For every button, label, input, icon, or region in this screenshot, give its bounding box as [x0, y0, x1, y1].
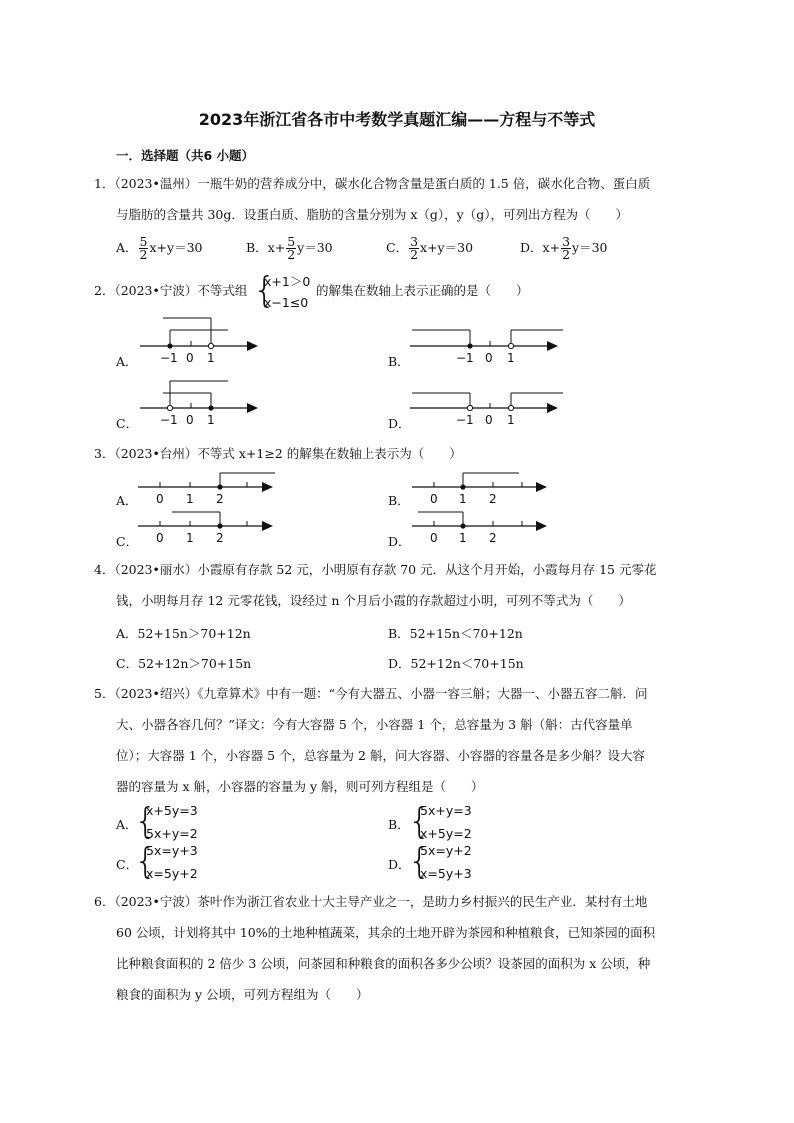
q1-option-d-head: x+ [542, 240, 561, 255]
page-title: 2023年浙江省各市中考数学真题汇编——方程与不等式 [198, 110, 596, 129]
left-brace-icon: { [134, 841, 157, 882]
q6-stem-line2: 60 公顷，计划将其中 10%的土地种植蔬菜，其余的土地开辟为茶园和种植粮食，已知茶园的面积 [116, 925, 656, 940]
q3-d-tick-0: 0 [430, 531, 438, 545]
q4-option-a[interactable]: A．52+15n＞70+12n [116, 626, 251, 641]
q2-system-row1: x+1＞0 [264, 274, 311, 289]
q3-option-a-label[interactable]: A． [116, 493, 138, 508]
q1-option-d-text: y＝30 [572, 240, 608, 255]
q6-stem-line3: 比种粮食面积的 2 倍少 3 公顷，问茶园和种粮食的面积各多少公顷？设茶园的面积为 x 公顷，种 [116, 956, 651, 971]
q2-system-row2: x−1≤0 [264, 295, 309, 310]
q2-d-tick-1: 1 [507, 413, 515, 427]
q2-a-tick-0: 0 [186, 351, 194, 365]
q5-stem-line1: 5．（2023•绍兴）《九章算术》中有一题：“今有大器五、小器一容三斛；大器一、小器五容二斛．问 [94, 686, 648, 701]
q1-option-b-head: x+ [267, 240, 286, 255]
q3-b-tick-1: 1 [459, 492, 467, 506]
q4-stem-line2: 钱，小明每月存 12 元零花钱，设经过 n 个月后小霞的存款超过小明，可列不等式为（ ） [116, 593, 631, 608]
q4-option-c[interactable]: C．52+12n＞70+15n [116, 656, 252, 671]
q2-option-b-figure[interactable] [410, 330, 563, 365]
q5-stem-line3: 位）；大容器 1 个，小容器 5 个，总容量为 2 斛，问大容器、小容器的容量各是多少斛？设大容 [116, 748, 645, 763]
q1-option-b-text: y＝30 [297, 240, 333, 255]
q5-a-row2: 5x+y=2 [146, 826, 198, 841]
q1-option-c-text: x+y＝30 [420, 240, 474, 255]
q2-c-tick-m1: −1 [160, 413, 178, 427]
q2-option-a-label[interactable]: A． [116, 354, 138, 369]
q2-c-tick-1: 1 [207, 413, 215, 427]
q3-d-tick-1: 1 [459, 531, 467, 545]
section-heading: 一．选择题（共6 小题） [116, 148, 255, 163]
q1-stem-line2: 与脂肪的含量共 30g．设蛋白质、脂肪的含量分别为 x（g），y（g），可列出方程为（ ） [116, 207, 628, 222]
q5-option-a-label[interactable]: A． [116, 817, 138, 832]
q2-b-tick-m1: −1 [456, 351, 474, 365]
q5-option-a-system[interactable] [134, 801, 214, 845]
q3-a-tick-0: 0 [156, 492, 164, 506]
q2-stem-post: 的解集在数轴上表示正确的是（ ） [316, 283, 529, 298]
q3-b-tick-2: 2 [489, 492, 497, 506]
q5-option-c-system[interactable] [134, 841, 214, 885]
q2-c-tick-0: 0 [186, 413, 194, 427]
q1-option-d-label: D． [520, 240, 543, 255]
q3-d-tick-2: 2 [489, 531, 497, 545]
q3-b-tick-0: 0 [430, 492, 438, 506]
q1-c-denominator: 2 [410, 247, 419, 262]
q2-option-a-figure[interactable] [140, 318, 258, 365]
q2-option-b-label[interactable]: B． [388, 354, 410, 369]
q3-c-tick-1: 1 [186, 531, 194, 545]
q3-c-tick-0: 0 [156, 531, 164, 545]
q5-option-d-label[interactable]: D． [388, 857, 411, 872]
q1-a-numerator: 5 [139, 234, 148, 249]
q3-option-a-figure[interactable] [138, 473, 275, 506]
q6-stem-line1: 6．（2023•宁波）茶叶作为浙江省农业十大主导产业之一，是助力乡村振兴的民生产业．某村有土地 [94, 894, 648, 909]
left-brace-icon: { [134, 801, 157, 842]
q1-option-b-label: B． [246, 240, 268, 255]
q4-option-b[interactable]: B．52+15n＜70+12n [388, 626, 523, 641]
q4-option-d[interactable]: D．52+12n＜70+15n [388, 656, 524, 671]
q1-option-a-text: x+y＝30 [149, 240, 203, 255]
q3-c-tick-2: 2 [216, 531, 224, 545]
q6-stem-line4: 粮食的面积为 y 公顷，可列方程组为（ ） [116, 987, 369, 1002]
q2-b-tick-0: 0 [485, 351, 493, 365]
q2-option-c-label[interactable]: C． [116, 416, 139, 431]
q1-d-denominator: 2 [562, 247, 571, 262]
q3-option-b-figure[interactable] [412, 473, 547, 506]
q5-option-c-label[interactable]: C． [116, 857, 139, 872]
q4-stem-line1: 4．（2023•丽水）小霞原有存款 52 元，小明原有存款 70 元．从这个月开始，小霞每月存 15 元零花 [94, 562, 657, 577]
left-brace-icon: { [408, 801, 431, 842]
q5-b-row1: 5x+y=3 [420, 803, 472, 818]
q5-c-row1: 5x=y+3 [146, 843, 198, 858]
q5-option-d-system[interactable] [408, 841, 488, 885]
q2-d-tick-0: 0 [485, 413, 493, 427]
q5-stem-line2: 大、小器各容几何？”译文：今有大容器 5 个，小容器 1 个，总容量为 3 斛（斛：古代容量单 [116, 717, 633, 732]
q5-d-row2: x=5y+3 [420, 866, 472, 881]
q5-c-row2: x=5y+2 [146, 866, 198, 881]
q1-c-numerator: 3 [410, 234, 419, 249]
q5-b-row2: x+5y=2 [420, 826, 472, 841]
q3-a-tick-1: 1 [186, 492, 194, 506]
q1-b-denominator: 2 [287, 247, 296, 262]
q1-d-numerator: 3 [562, 234, 571, 249]
q5-option-b-system[interactable] [408, 801, 488, 845]
q2-stem-pre: 2．（2023•宁波）不等式组 [94, 283, 248, 298]
q1-a-denominator: 2 [139, 247, 148, 262]
q3-stem: 3．（2023•台州）不等式 x+1≥2 的解集在数轴上表示为（ ） [94, 446, 462, 461]
q2-a-tick-1: 1 [207, 351, 215, 365]
q3-a-tick-2: 2 [216, 492, 224, 506]
q2-d-tick-m1: −1 [456, 413, 474, 427]
q1-option-c-label: C． [386, 240, 409, 255]
left-brace-icon: { [253, 270, 276, 311]
q3-option-d-label[interactable]: D． [388, 534, 411, 549]
q3-option-d-figure[interactable] [412, 512, 547, 545]
q5-stem-line4: 器的容量为 x 斛，小容器的容量为 y 斛，则可列方程组是（ ） [116, 779, 484, 794]
q2-option-c-figure[interactable] [140, 381, 258, 427]
q3-option-b-label[interactable]: B． [388, 493, 410, 508]
q5-d-row1: 5x=y+2 [420, 843, 472, 858]
q2-option-d-figure[interactable] [410, 393, 563, 427]
left-brace-icon: { [408, 841, 431, 882]
q2-option-d-label[interactable]: D． [388, 416, 411, 431]
q3-option-c-label[interactable]: C． [116, 534, 139, 549]
q2-b-tick-1: 1 [507, 351, 515, 365]
q5-option-b-label[interactable]: B． [388, 817, 410, 832]
q2-a-tick-m1: −1 [160, 351, 178, 365]
q5-a-row1: x+5y=3 [146, 803, 198, 818]
q1-b-numerator: 5 [287, 234, 296, 249]
q3-option-c-figure[interactable] [138, 512, 273, 545]
q1-option-a-label: A． [116, 240, 138, 255]
q1-stem-line1: 1．（2023•温州）一瓶牛奶的营养成分中，碳水化合物含量是蛋白质的 1.5 倍，碳水化合物、蛋白质 [94, 176, 651, 191]
